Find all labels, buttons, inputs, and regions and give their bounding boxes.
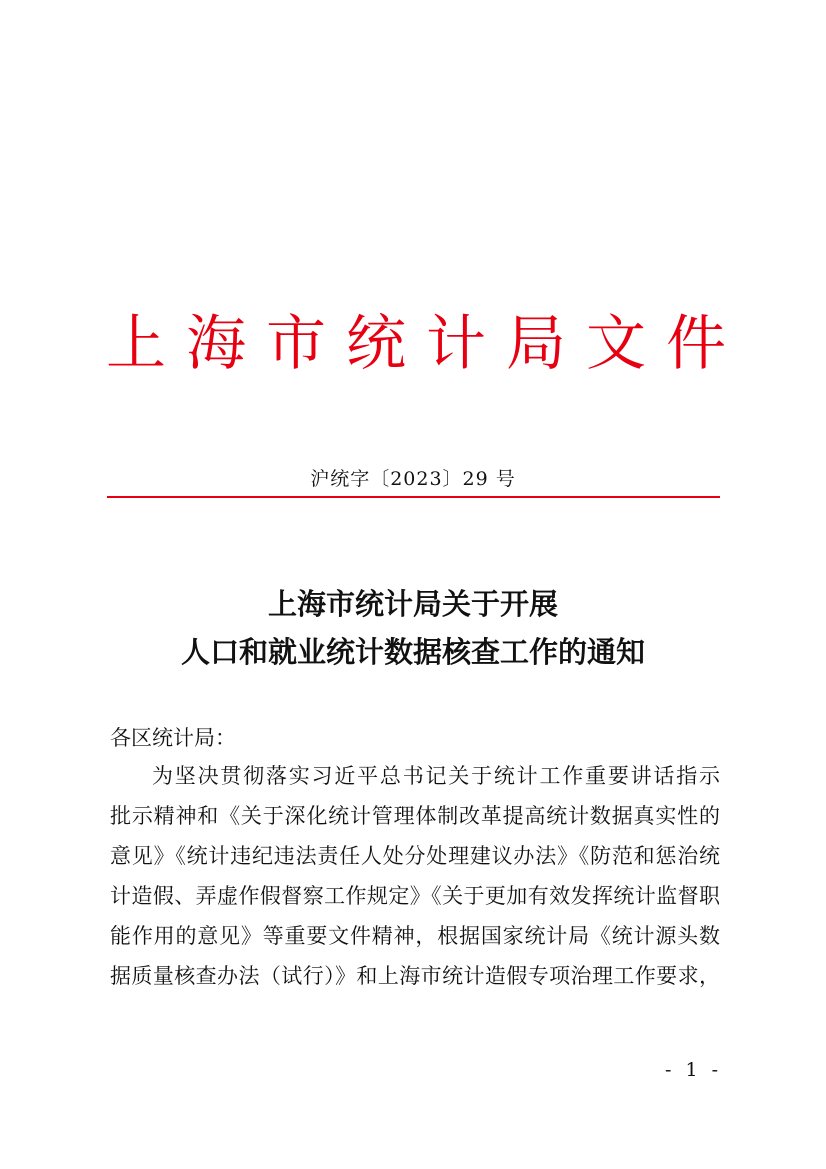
body-text-line: 计造假、弄虚作假督察工作规定》《关于更加有效发挥统计监督职 [110,884,720,908]
masthead-char: 上 [106,309,166,379]
masthead-char: 计 [426,309,486,379]
masthead-char: 海 [186,309,246,379]
red-divider-line [107,496,720,498]
document-title-line-1: 上海市统计局关于开展 [267,587,558,621]
body-text-line: 批示精神和《关于深化统计管理体制改革提高统计数据真实性的 [110,804,720,828]
salutation: 各区统计局： [110,726,236,750]
masthead-char: 统 [346,309,406,379]
masthead-char: 文 [586,309,646,379]
masthead-char: 市 [266,309,326,379]
body-text-line: 为坚决贯彻落实习近平总书记关于统计工作重要讲话指示 [152,764,720,788]
masthead-char: 局 [506,309,566,379]
masthead-char: 件 [666,309,726,379]
page-number: - 1 - [664,1059,722,1081]
body-text-line: 据质量核查办法（试行）》和上海市统计造假专项治理工作要求， [110,964,720,988]
body-text-line: 能作用的意见》等重要文件精神，根据国家统计局《统计源头数 [110,924,720,948]
body-text-line: 意见》《统计违纪违法责任人处分处理建议办法》《防范和惩治统 [110,844,720,868]
masthead-title [106,306,726,382]
document-title-line-2: 人口和就业统计数据核查工作的通知 [180,635,645,669]
document-number: 沪统字〔2023〕29 号 [310,468,516,490]
